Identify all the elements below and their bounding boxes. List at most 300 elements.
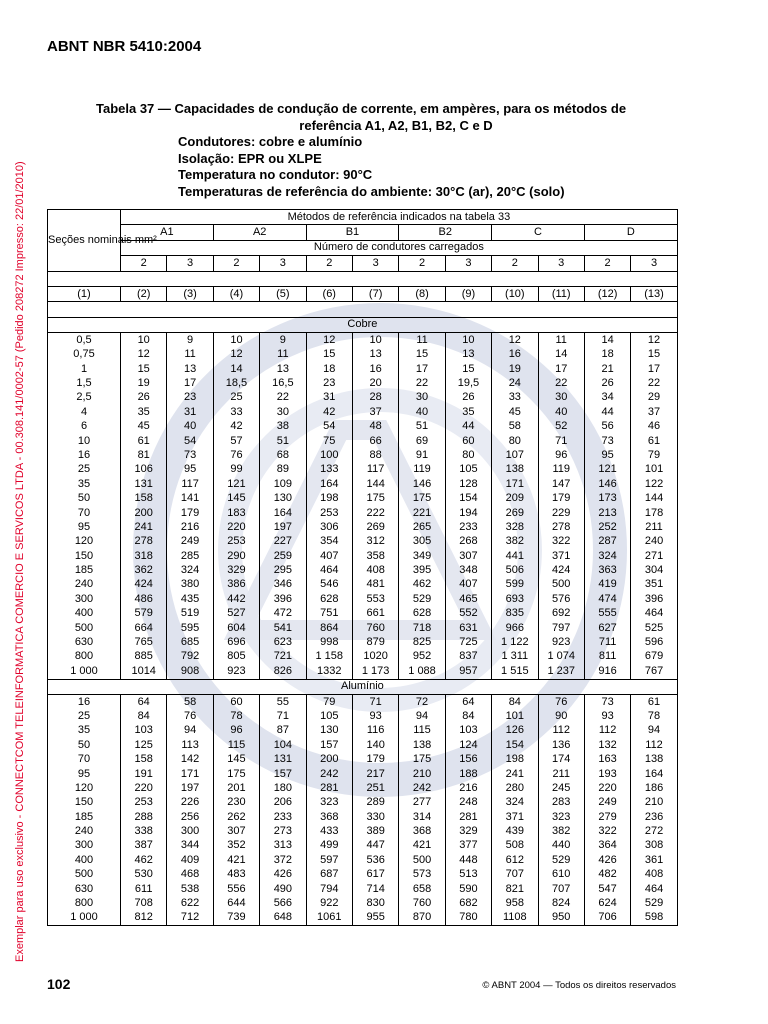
section-cell: 1,5 (48, 376, 121, 390)
ampacity-cell: 60 (445, 434, 491, 448)
ampacity-cell: 725 (445, 635, 491, 649)
ampacity-cell: 30 (538, 391, 584, 405)
ampacity-cell: 217 (352, 767, 398, 781)
copyright-notice: © ABNT 2004 — Todos os direitos reservados (482, 980, 676, 991)
ampacity-cell: 89 (260, 463, 306, 477)
ampacity-cell: 179 (167, 506, 213, 520)
ampacity-cell: 138 (492, 463, 538, 477)
ampacity-cell: 363 (584, 563, 630, 577)
ampacity-cell: 132 (584, 738, 630, 752)
ampacity-cell: 262 (213, 810, 259, 824)
ampacity-cell: 142 (167, 752, 213, 766)
ampacity-cell: 154 (445, 491, 491, 505)
ampacity-cell: 9 (260, 333, 306, 348)
ampacity-cell: 830 (352, 896, 398, 910)
ampacity-cell: 22 (260, 391, 306, 405)
ampacity-cell: 101 (492, 709, 538, 723)
ampacity-cell: 33 (492, 391, 538, 405)
ampacity-cell: 279 (584, 810, 630, 824)
column-number-cell: (5) (260, 286, 306, 301)
ampacity-cell: 18,5 (213, 376, 259, 390)
ampacity-cell: 51 (260, 434, 306, 448)
ampacity-cell: 33 (213, 405, 259, 419)
ampacity-cell: 253 (121, 796, 167, 810)
ampacity-cell: 604 (213, 621, 259, 635)
ampacity-cell: 329 (213, 563, 259, 577)
ampacity-cell: 248 (445, 796, 491, 810)
ampacity-cell: 23 (167, 391, 213, 405)
ampacity-cell: 1 074 (538, 650, 584, 664)
ampacity-cell: 322 (584, 824, 630, 838)
ampacity-cell: 200 (121, 506, 167, 520)
ampacity-cell: 13 (167, 362, 213, 376)
ampacity-cell: 158 (121, 491, 167, 505)
ampacity-cell: 610 (538, 868, 584, 882)
section-cell: 1 000 (48, 664, 121, 679)
ampacity-cell: 145 (213, 752, 259, 766)
ampacity-cell: 14 (584, 333, 630, 348)
ampacity-cell: 171 (167, 767, 213, 781)
copper-row (48, 448, 678, 462)
ampacity-cell: 17 (538, 362, 584, 376)
ampacity-cell: 101 (631, 463, 678, 477)
ampacity-cell: 72 (399, 694, 445, 709)
ampacity-cell: 180 (260, 781, 306, 795)
ampacity-cell: 598 (631, 911, 678, 926)
ampacity-cell: 206 (260, 796, 306, 810)
ampacity-cell: 879 (352, 635, 398, 649)
ampacity-cell: 253 (213, 535, 259, 549)
ampacity-cell: 372 (260, 853, 306, 867)
copper-row (48, 405, 678, 419)
ampacity-cell: 140 (352, 738, 398, 752)
method-d: D (584, 225, 677, 240)
ampacity-cell: 194 (445, 506, 491, 520)
ampacity-cell: 61 (121, 434, 167, 448)
section-cell: 185 (48, 563, 121, 577)
ampacity-table (47, 209, 678, 926)
ampacity-cell: 105 (306, 709, 352, 723)
ampacity-cell: 240 (631, 535, 678, 549)
ampacity-cell: 71 (352, 694, 398, 709)
ampacity-cell: 10 (213, 333, 259, 348)
section-cell: 95 (48, 520, 121, 534)
ampacity-cell: 14 (213, 362, 259, 376)
ampacity-cell: 330 (352, 810, 398, 824)
aluminum-row (48, 781, 678, 795)
ampacity-cell: 481 (352, 578, 398, 592)
ampacity-cell: 1 088 (399, 664, 445, 679)
ampacity-cell: 439 (492, 824, 538, 838)
ampacity-cell: 45 (121, 419, 167, 433)
ampacity-cell: 433 (306, 824, 352, 838)
ampacity-cell: 12 (492, 333, 538, 348)
ampacity-cell: 11 (260, 348, 306, 362)
section-cell: 240 (48, 824, 121, 838)
ampacity-cell: 141 (167, 491, 213, 505)
column-number-cell: (3) (167, 286, 213, 301)
section-cell: 35 (48, 477, 121, 491)
ampacity-cell: 923 (213, 664, 259, 679)
ampacity-cell: 17 (399, 362, 445, 376)
ampacity-cell: 958 (492, 896, 538, 910)
ampacity-cell: 227 (260, 535, 306, 549)
ampacity-cell: 76 (167, 709, 213, 723)
ampacity-cell: 119 (399, 463, 445, 477)
section-cell: 500 (48, 868, 121, 882)
ampacity-cell: 661 (352, 607, 398, 621)
ampacity-cell: 281 (306, 781, 352, 795)
ampacity-cell: 490 (260, 882, 306, 896)
caption-conductors: Condutores: cobre e alumínio (178, 134, 363, 149)
ampacity-cell: 268 (445, 535, 491, 549)
ampacity-cell: 40 (399, 405, 445, 419)
ampacity-cell: 349 (399, 549, 445, 563)
ampacity-cell: 281 (445, 810, 491, 824)
ampacity-cell: 73 (584, 434, 630, 448)
ampacity-cell: 175 (352, 491, 398, 505)
ampacity-cell: 519 (167, 607, 213, 621)
ampacity-cell: 76 (538, 694, 584, 709)
ampacity-cell: 706 (584, 911, 630, 926)
ampacity-cell: 73 (167, 448, 213, 462)
ampacity-cell: 396 (631, 592, 678, 606)
aluminum-row (48, 824, 678, 838)
ampacity-cell: 486 (121, 592, 167, 606)
ampacity-cell: 44 (584, 405, 630, 419)
ampacity-cell: 84 (445, 709, 491, 723)
ampacity-cell: 241 (492, 767, 538, 781)
aluminum-row (48, 752, 678, 766)
aluminum-row (48, 882, 678, 896)
aluminum-row (48, 896, 678, 910)
ampacity-cell: 408 (352, 563, 398, 577)
section-cell: 16 (48, 694, 121, 709)
loaded-count-cell: 3 (445, 256, 491, 271)
copper-row (48, 506, 678, 520)
aluminum-row (48, 709, 678, 723)
ampacity-cell: 17 (167, 376, 213, 390)
ampacity-cell: 10 (445, 333, 491, 348)
ampacity-cell: 26 (584, 376, 630, 390)
ampacity-cell: 447 (352, 839, 398, 853)
ampacity-cell: 323 (306, 796, 352, 810)
ampacity-cell: 13 (260, 362, 306, 376)
ampacity-cell: 55 (260, 694, 306, 709)
ampacity-cell: 628 (399, 607, 445, 621)
ampacity-cell: 797 (538, 621, 584, 635)
ampacity-cell: 64 (445, 694, 491, 709)
ampacity-cell: 117 (167, 477, 213, 491)
ampacity-cell: 25 (213, 391, 259, 405)
ampacity-cell: 305 (399, 535, 445, 549)
ampacity-cell: 1020 (352, 650, 398, 664)
ampacity-cell: 71 (538, 434, 584, 448)
ampacity-cell: 597 (306, 853, 352, 867)
ampacity-cell: 421 (399, 839, 445, 853)
ampacity-cell: 346 (260, 578, 306, 592)
ampacity-cell: 283 (538, 796, 584, 810)
ampacity-cell: 145 (213, 491, 259, 505)
ampacity-cell: 739 (213, 911, 259, 926)
ampacity-cell: 821 (492, 882, 538, 896)
ampacity-cell: 304 (631, 563, 678, 577)
ampacity-cell: 407 (445, 578, 491, 592)
ampacity-cell: 419 (584, 578, 630, 592)
ampacity-cell: 17 (631, 362, 678, 376)
ampacity-cell: 24 (492, 376, 538, 390)
ampacity-cell: 324 (167, 563, 213, 577)
ampacity-cell: 474 (584, 592, 630, 606)
ampacity-cell: 52 (538, 419, 584, 433)
ampacity-cell: 56 (584, 419, 630, 433)
column-number-cell: (13) (631, 286, 678, 301)
aluminum-row (48, 796, 678, 810)
section-cell: 0,5 (48, 333, 121, 348)
ampacity-cell: 462 (121, 853, 167, 867)
section-cell: 16 (48, 448, 121, 462)
section-cell: 630 (48, 882, 121, 896)
ampacity-cell: 84 (121, 709, 167, 723)
ampacity-cell: 11 (538, 333, 584, 348)
section-cell: 2,5 (48, 391, 121, 405)
ampacity-cell: 952 (399, 650, 445, 664)
ampacity-cell: 922 (306, 896, 352, 910)
ampacity-cell: 998 (306, 635, 352, 649)
ampacity-cell: 60 (213, 694, 259, 709)
table-spacer-row (48, 302, 678, 317)
ampacity-cell: 658 (399, 882, 445, 896)
section-cell: 500 (48, 621, 121, 635)
ampacity-cell: 825 (399, 635, 445, 649)
ampacity-cell: 500 (538, 578, 584, 592)
ampacity-cell: 382 (538, 824, 584, 838)
ampacity-cell: 530 (121, 868, 167, 882)
column-number-cell: (7) (352, 286, 398, 301)
ampacity-cell: 576 (538, 592, 584, 606)
ampacity-cell: 290 (213, 549, 259, 563)
copper-row (48, 592, 678, 606)
spacer-cell (48, 271, 678, 286)
ampacity-cell: 435 (167, 592, 213, 606)
column-number-cell: (9) (445, 286, 491, 301)
ampacity-cell: 1 311 (492, 650, 538, 664)
ampacity-cell: 91 (399, 448, 445, 462)
ampacity-cell: 529 (399, 592, 445, 606)
ampacity-cell: 692 (538, 607, 584, 621)
ampacity-cell: 64 (121, 694, 167, 709)
ampacity-cell: 35 (445, 405, 491, 419)
ampacity-cell: 371 (538, 549, 584, 563)
method-c: C (492, 225, 585, 240)
ampacity-cell: 354 (306, 535, 352, 549)
ampacity-cell: 11 (399, 333, 445, 348)
copper-row (48, 563, 678, 577)
section-cell: 1 (48, 362, 121, 376)
ampacity-cell: 513 (445, 868, 491, 882)
section-cell: 95 (48, 767, 121, 781)
ampacity-cell: 79 (631, 448, 678, 462)
ampacity-cell: 93 (352, 709, 398, 723)
ampacity-cell: 328 (492, 520, 538, 534)
ampacity-cell: 682 (445, 896, 491, 910)
ampacity-cell: 287 (584, 535, 630, 549)
aluminum-row (48, 767, 678, 781)
ampacity-cell: 107 (492, 448, 538, 462)
section-cell: 4 (48, 405, 121, 419)
ampacity-cell: 707 (492, 868, 538, 882)
ampacity-cell: 424 (538, 563, 584, 577)
ampacity-cell: 553 (352, 592, 398, 606)
ampacity-cell: 61 (631, 434, 678, 448)
copper-row (48, 391, 678, 405)
ampacity-cell: 61 (631, 694, 678, 709)
ampacity-cell: 171 (492, 477, 538, 491)
copper-row (48, 477, 678, 491)
ampacity-cell: 547 (584, 882, 630, 896)
ampacity-cell: 269 (352, 520, 398, 534)
ampacity-cell: 352 (213, 839, 259, 853)
ampacity-cell: 179 (538, 491, 584, 505)
license-side-note: Exemplar para uso exclusivo - CONNECTCOM TELEINFORMATICA COMERCIO E SERVICOS LTDA - 00.308.141/0002-57 (Pedido 208272 Impresso: 22/01/2010) (14, 161, 26, 962)
ampacity-cell: 760 (399, 896, 445, 910)
ampacity-cell: 12 (121, 348, 167, 362)
column-number-cell: (2) (121, 286, 167, 301)
column-number-cell: (10) (492, 286, 538, 301)
ampacity-cell: 242 (399, 781, 445, 795)
ampacity-cell: 164 (306, 477, 352, 491)
ampacity-cell: 115 (399, 724, 445, 738)
ampacity-cell: 760 (352, 621, 398, 635)
ampacity-cell: 711 (584, 635, 630, 649)
copper-row (48, 419, 678, 433)
aluminum-row (48, 853, 678, 867)
ampacity-cell: 103 (121, 724, 167, 738)
ampacity-cell: 121 (584, 463, 630, 477)
ampacity-cell: 16,5 (260, 376, 306, 390)
ampacity-cell: 15 (121, 362, 167, 376)
ampacity-cell: 216 (445, 781, 491, 795)
ampacity-cell: 211 (538, 767, 584, 781)
loaded-count-cell: 3 (167, 256, 213, 271)
loaded-count-cell: 3 (260, 256, 306, 271)
ampacity-cell: 146 (584, 477, 630, 491)
copper-row (48, 535, 678, 549)
ampacity-cell: 175 (213, 767, 259, 781)
copper-section-row (48, 317, 678, 332)
ampacity-cell: 94 (631, 724, 678, 738)
ampacity-cell: 792 (167, 650, 213, 664)
ampacity-cell: 794 (306, 882, 352, 896)
ampacity-cell: 198 (306, 491, 352, 505)
ampacity-cell: 955 (352, 911, 398, 926)
copper-row (48, 520, 678, 534)
ampacity-cell: 278 (121, 535, 167, 549)
ampacity-cell: 175 (399, 491, 445, 505)
ampacity-cell: 29 (631, 391, 678, 405)
spacer-cell (48, 302, 678, 317)
ampacity-cell: 529 (631, 896, 678, 910)
ampacity-cell: 389 (352, 824, 398, 838)
ampacity-cell: 611 (121, 882, 167, 896)
ampacity-cell: 95 (584, 448, 630, 462)
table-spacer-row (48, 271, 678, 286)
ampacity-cell: 462 (399, 578, 445, 592)
ampacity-cell: 318 (121, 549, 167, 563)
ampacity-cell: 256 (167, 810, 213, 824)
ampacity-cell: 54 (167, 434, 213, 448)
ampacity-cell: 1061 (306, 911, 352, 926)
ampacity-cell: 464 (306, 563, 352, 577)
ampacity-cell: 306 (306, 520, 352, 534)
section-cell: 25 (48, 463, 121, 477)
ampacity-cell: 362 (121, 563, 167, 577)
ampacity-cell: 241 (121, 520, 167, 534)
ampacity-cell: 16 (492, 348, 538, 362)
ampacity-cell: 288 (121, 810, 167, 824)
ampacity-cell: 529 (538, 853, 584, 867)
ampacity-cell: 164 (631, 767, 678, 781)
ampacity-cell: 780 (445, 911, 491, 926)
section-cell: 120 (48, 781, 121, 795)
ampacity-cell: 38 (260, 419, 306, 433)
ampacity-cell: 71 (260, 709, 306, 723)
ampacity-cell: 358 (352, 549, 398, 563)
ampacity-cell: 94 (399, 709, 445, 723)
ampacity-cell: 87 (260, 724, 306, 738)
ampacity-cell: 245 (538, 781, 584, 795)
ampacity-cell: 277 (399, 796, 445, 810)
ampacity-cell: 721 (260, 650, 306, 664)
ampacity-cell: 229 (538, 506, 584, 520)
ampacity-cell: 130 (260, 491, 306, 505)
ampacity-cell: 126 (492, 724, 538, 738)
ampacity-cell: 617 (352, 868, 398, 882)
ampacity-cell: 312 (352, 535, 398, 549)
ampacity-cell: 131 (121, 477, 167, 491)
ampacity-cell: 573 (399, 868, 445, 882)
ampacity-cell: 396 (260, 592, 306, 606)
ampacity-cell: 440 (538, 839, 584, 853)
copper-row (48, 434, 678, 448)
table-header-row-methods (48, 210, 678, 225)
loaded-count-cell: 3 (352, 256, 398, 271)
ampacity-cell: 57 (213, 434, 259, 448)
ampacity-cell: 37 (352, 405, 398, 419)
ampacity-cell: 163 (584, 752, 630, 766)
ampacity-cell: 84 (492, 694, 538, 709)
ampacity-cell: 136 (538, 738, 584, 752)
ampacity-cell: 30 (399, 391, 445, 405)
loaded-count-cell: 2 (492, 256, 538, 271)
ampacity-cell: 525 (631, 621, 678, 635)
ampacity-cell: 253 (306, 506, 352, 520)
ampacity-cell: 252 (584, 520, 630, 534)
ampacity-cell: 273 (260, 824, 306, 838)
column-number-cell: (4) (213, 286, 259, 301)
ampacity-cell: 1014 (121, 664, 167, 679)
loaded-count-cell: 2 (121, 256, 167, 271)
ampacity-cell: 624 (584, 896, 630, 910)
ampacity-cell: 15 (445, 362, 491, 376)
ampacity-cell: 112 (538, 724, 584, 738)
section-cell: 35 (48, 724, 121, 738)
ampacity-cell: 66 (352, 434, 398, 448)
copper-row (48, 578, 678, 592)
ampacity-cell: 10 (121, 333, 167, 348)
ampacity-cell: 687 (306, 868, 352, 882)
ampacity-cell: 295 (260, 563, 306, 577)
